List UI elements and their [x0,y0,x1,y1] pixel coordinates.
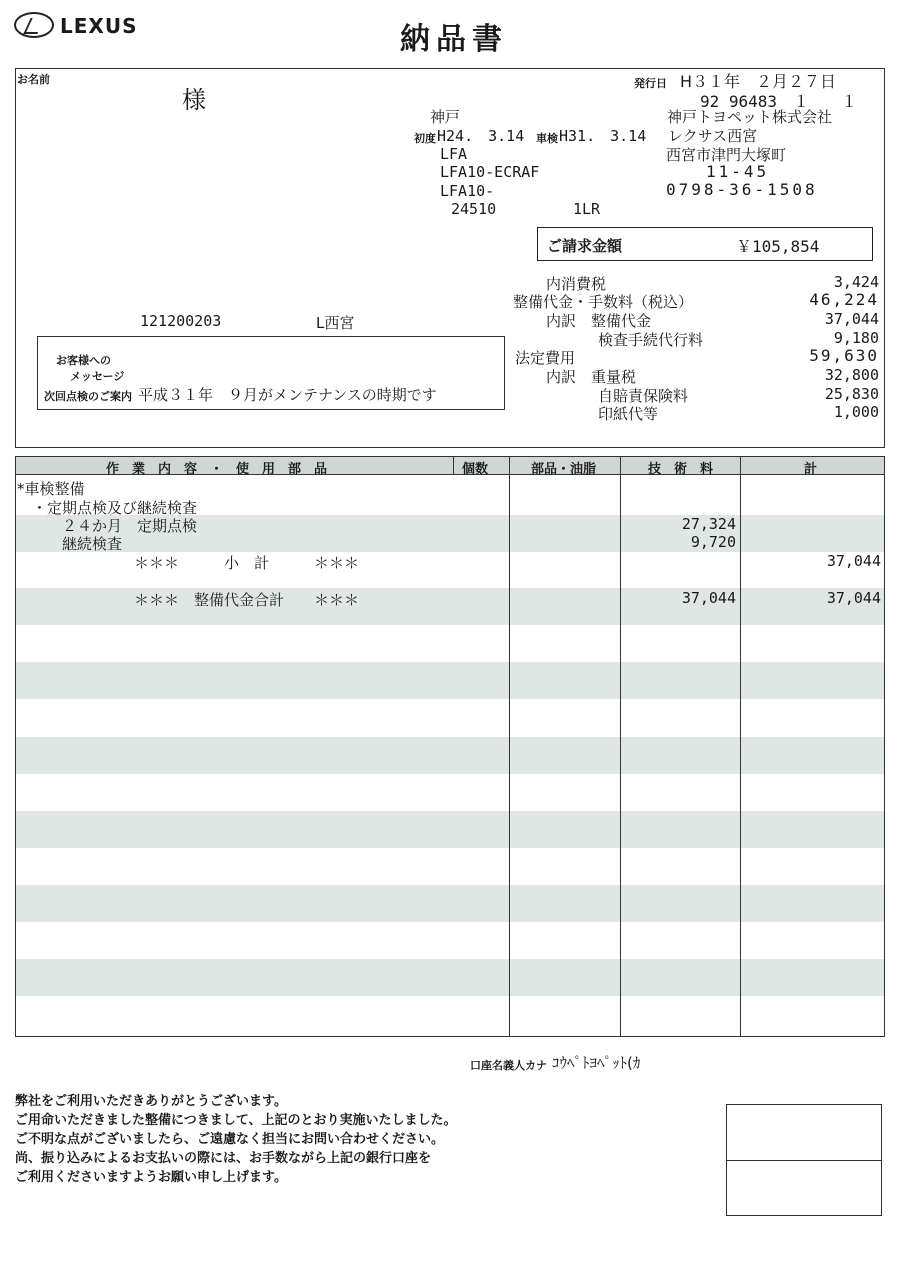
stamp-box-divider [727,1160,881,1161]
table-row-description: 継続検査 [62,535,123,553]
store-name: L西宮 [316,314,355,332]
next-inspection-label: 次回点検のご案内 [44,390,132,403]
message-label-line1: お客様への [56,354,111,367]
vehicle-type: LFA10-ECRAF [440,163,540,181]
charge-amount: 59,630 [809,346,879,365]
lexus-emblem-icon [14,12,54,38]
table-row-description: ２４か月 定期点検 [62,517,198,535]
charge-amount: 1,000 [833,403,879,421]
document-title: 納品書 [400,22,508,57]
inspection-date: H31. 3.14 [559,127,647,145]
row-band [16,737,884,774]
issue-date: H３１年 ２月２７日 [680,72,837,91]
vehicle-model: LFA [440,145,468,163]
account-holder-name: ｺｳﾍﾟﾄﾖﾍﾟｯﾄ(ｶ [552,1054,641,1072]
table-row-description: ＊＊＊ 小 計 ＊＊＊ [134,554,360,572]
dealer-branch: レクサス西宮 [668,127,758,145]
vehicle-area: 神戸 [430,108,461,126]
customer-name-label: お名前 [17,73,50,86]
table-row-description: ＊＊＊ 整備代金合計 ＊＊＊ [134,591,360,609]
staff-code: 121200203 [140,312,222,330]
vehicle-code: 1LR [573,200,601,218]
column-header-parts: 部品・油脂 [531,462,597,477]
column-header-tech-fee: 技 術 料 [648,462,714,477]
first-registration-label: 初度 [414,132,436,145]
table-row-tech-fee: 9,720 [690,533,736,551]
table-row-tech-fee: 27,324 [681,515,736,533]
invoice-total-amount: ￥105,854 [736,237,820,256]
charge-amount: 3,424 [833,273,879,291]
column-divider [740,457,741,1036]
charge-amount: 25,830 [824,385,879,403]
footer-line: ご不明な点がございましたら、ご遠慮なく担当にお問い合わせください。 [15,1132,445,1147]
footer-line: 弊社をご利用いただきありがとうございます。 [15,1094,287,1109]
row-band [16,959,884,996]
row-band [16,885,884,922]
message-label-line2: メッセージ [70,370,125,383]
invoice-total-label: ご請求金額 [547,237,623,255]
charge-label: 内訳 重量税 [546,368,637,386]
footer-line: ご用命いただきました整備につきまして、上記のとおり実施いたしました。 [15,1113,457,1128]
charge-label: 内消費税 [546,275,607,293]
issue-date-label: 発行日 [634,77,667,90]
column-divider [509,457,510,1036]
row-band [16,662,884,699]
column-divider [620,457,621,1036]
vehicle-chassis: LFA10- [440,182,495,200]
column-divider [453,457,454,474]
table-row-total: 37,044 [826,589,881,607]
charge-amount: 32,800 [824,366,879,384]
footer-line: 尚、振り込みによるお支払いの際には、お手数ながら上記の銀行口座を [15,1151,432,1166]
charge-label: 整備代金・手数料（税込） [513,293,694,311]
footer-line: ご利用くださいますようお願い申し上げます。 [15,1170,287,1185]
account-holder-label: 口座名義人カナ [470,1059,547,1072]
reference-number: 92 96483 １ １ [700,92,858,111]
charge-amount: 9,180 [833,329,879,347]
customer-honorific: 様 [182,86,206,114]
charge-label: 自賠責保険料 [598,387,689,405]
vehicle-number: 24510 [451,200,497,218]
dealer-address-number: 11-45 [706,162,770,181]
charge-amount: 46,224 [809,290,879,309]
first-registration-date: H24. 3.14 [437,127,525,145]
inspection-label: 車検 [536,132,558,145]
next-inspection-message: 平成３１年 ９月がメンテナンスの時期です [138,386,437,404]
table-row-tech-fee: 37,044 [681,589,736,607]
column-header-description: 作 業 内 容 ・ 使 用 部 品 [106,462,328,477]
dealer-address: 西宮市津門大塚町 [666,146,787,164]
table-row-total: 37,044 [826,552,881,570]
charge-label: 内訳 整備代金 [546,312,652,330]
dealer-phone: 0798-36-1508 [666,180,818,199]
row-band [16,811,884,848]
charge-amount: 37,044 [824,310,879,328]
column-header-total: 計 [804,462,818,477]
charge-label: 法定費用 [515,349,576,367]
table-row-description: *車検整備 [17,480,85,498]
table-row-description: ・定期点検及び継続検査 [32,499,198,517]
charge-label: 検査手続代行料 [598,331,704,349]
column-header-quantity: 個数 [462,462,489,477]
logo-wordmark: LEXUS [60,14,138,38]
charge-label: 印紙代等 [598,405,659,423]
dealer-name: 神戸トヨペット株式会社 [667,108,833,126]
